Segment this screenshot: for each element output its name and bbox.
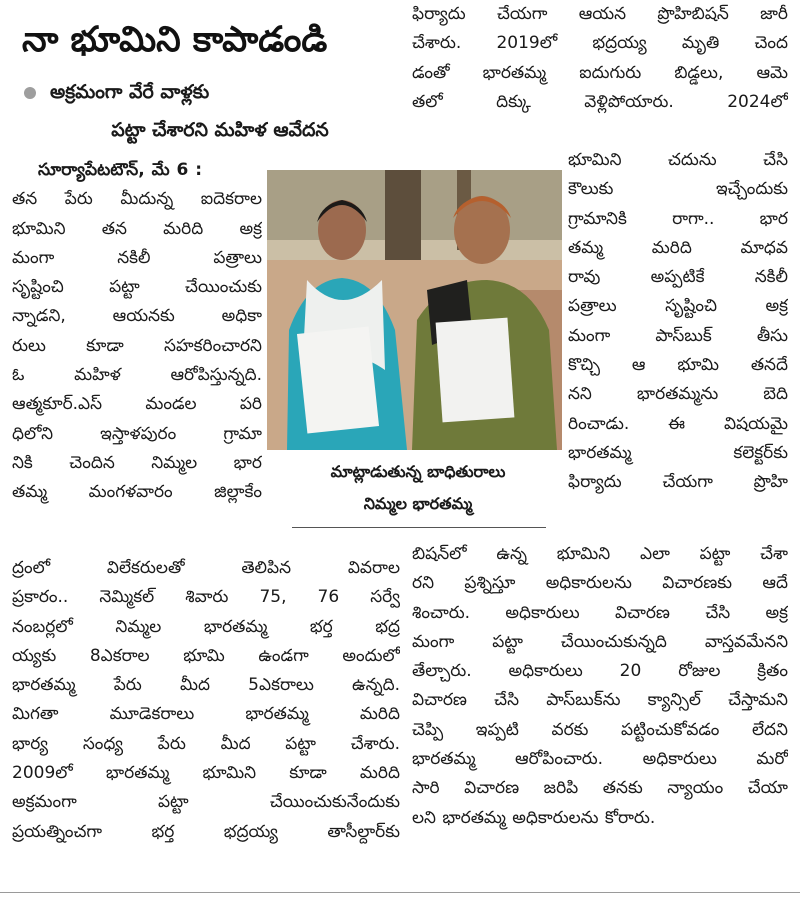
body-line: గ్రామానికి రాగా.. భార (568, 208, 788, 229)
body-line: రులు కూడా సహకరించారని (12, 335, 262, 356)
body-column-right-side (568, 146, 788, 498)
body-line: నికి చెందిన నిమ్మల భార (12, 452, 262, 473)
body-line: చేశారు. 2019లో భద్రయ్య మృతి చెంద (412, 33, 788, 54)
dateline: సూర్యాపేటటౌన్, మే 6 : (38, 160, 203, 180)
body-line: ధిలోని ఇస్తాళపురం గ్రామా (12, 423, 262, 444)
body-line: ఓ మహిళ ఆరోపిస్తున్నది. (12, 365, 262, 386)
body-line: మంగా నకిలీ పత్రాలు (12, 247, 262, 268)
body-line: య్యకు 8ఎకరాల భూమి ఉండగా అందులో (12, 645, 400, 666)
body-line: ఫిర్యాదు చేయగా ప్రొహి (568, 472, 788, 493)
caption-divider (292, 527, 546, 528)
body-line: భూమిని తన మరిది అక్ర (12, 218, 262, 239)
body-line: మంగా పట్టా చేయించుకున్నది వాస్తవమేనని (412, 631, 788, 652)
body-line: మంగా పాస్‌బుక్ తీసు (568, 325, 788, 346)
photo-caption-line1: మాట్లాడుతున్న బాధితురాలు (330, 462, 506, 481)
body-line: కౌలుకు ఇచ్చేందుకు (568, 179, 788, 200)
subheadline-2: పట్టా చేశారని మహిళ ఆవేదన (111, 119, 329, 141)
body-line: మిగతా మూడెకరాలు భారతమ్మ మరిది (12, 704, 400, 725)
body-line: సృష్టించి పట్టా చేయించుకు (12, 277, 262, 298)
body-line: ద్రంలో విలేకరులతో తెలిపిన వివరాల (12, 558, 400, 578)
body-line: సారి విచారణ జరిపి తనకు న్యాయం చేయా (412, 778, 788, 799)
photo-illustration (267, 170, 562, 450)
body-line: భార్య సంధ్య పేరు మీద పట్టా చేశారు. (12, 733, 400, 754)
headline: నా భూమిని కాపాడండి (22, 20, 328, 60)
body-column-right-top (412, 0, 788, 117)
photo-caption-line2: నిమ్మల భారతమ్మ (363, 494, 473, 513)
body-line: లని భారతమ్మ అధికారులను కోరారు. (412, 807, 656, 828)
body-line: విచారణ చేసి పాస్‌బుక్‌ను క్యాన్సిల్ చేస్తామని (412, 690, 788, 711)
body-line: నంబర్లలో నిమ్మల భారతమ్మ భర్త భద్ర (12, 616, 400, 637)
body-column-left-top (12, 156, 262, 508)
body-column-right-bottom (412, 540, 788, 833)
body-line: తేల్చారు. అధికారులు 20 రోజుల క్రితం (412, 661, 788, 682)
body-line: భారతమ్మ ఆరోపించారు. అధికారులు మరో (412, 749, 788, 770)
body-line: తమ్మ మరిది మాధవ (568, 237, 788, 258)
body-line: ప్రయత్నించగా భర్త భద్రయ్య తాసీల్దార్‌కు (12, 821, 400, 842)
body-column-left-bottom (12, 554, 400, 847)
body-line: తలో దిక్కు వెళ్లిపోయారు. 2024లో (412, 91, 788, 112)
body-line: ఆత్మకూర్.ఎస్ మండల పరి (12, 394, 262, 415)
subheadline-bullet-line (20, 78, 400, 108)
body-line: రావు అప్పటికే నకిలీ (568, 267, 788, 288)
news-photo (267, 170, 562, 450)
body-line: తమ్మ మంగళవారం జిల్లాకేం (12, 482, 262, 503)
body-line: ఫిర్యాదు చేయగా ఆయన ప్రొహిబిషన్ జారీ (412, 4, 788, 24)
bottom-border (0, 892, 800, 893)
body-line: పత్రాలు సృష్టించి అక్ర (568, 296, 788, 317)
body-line: అక్రమంగా పట్టా చేయించుకునేందుకు (12, 792, 400, 813)
body-line: రని ప్రశ్నిస్తూ అధికారులను విచారణకు ఆదే (412, 573, 788, 594)
body-line: ప్రకారం.. నెమ్మికల్ శివారు 75, 76 సర్వే (12, 587, 400, 608)
body-line: రించాడు. ఈ విషయమై (568, 413, 788, 434)
photo-caption (290, 456, 546, 528)
body-line: భారతమ్మ పేరు మీద 5ఎకరాలు ఉన్నది. (12, 675, 400, 696)
body-line: భూమిని చదును చేసి (568, 150, 788, 170)
body-line: కొచ్చి ఆ భూమి తనదే (568, 355, 788, 376)
body-line: డంతో భారతమ్మ ఐదుగురు బిడ్డలు, ఆమె (412, 62, 788, 83)
body-line: చెప్పి ఇప్పటి వరకు పట్టించుకోవడం లేదని (412, 719, 788, 740)
body-line: భారతమ్మ కలెక్టర్‌కు (568, 442, 788, 463)
body-line: శించారు. అధికారులు విచారణ చేసి అక్ర (412, 602, 788, 623)
body-line: నని భారతమ్మను బెది (568, 384, 788, 405)
body-line: 2009లో భారతమ్మ భూమిని కూడా మరిది (12, 763, 400, 784)
subheadline-1: అక్రమంగా వేరే వాళ్లకు (50, 81, 210, 103)
body-line: తన పేరు మీదున్న ఐదెకరాల (12, 189, 262, 210)
bullet-icon (24, 87, 36, 99)
body-line: న్నాడని, ఆయనకు అధికా (12, 306, 262, 327)
body-line: బిషన్‌లో ఉన్న భూమిని ఎలా పట్టా చేశా (412, 544, 788, 564)
